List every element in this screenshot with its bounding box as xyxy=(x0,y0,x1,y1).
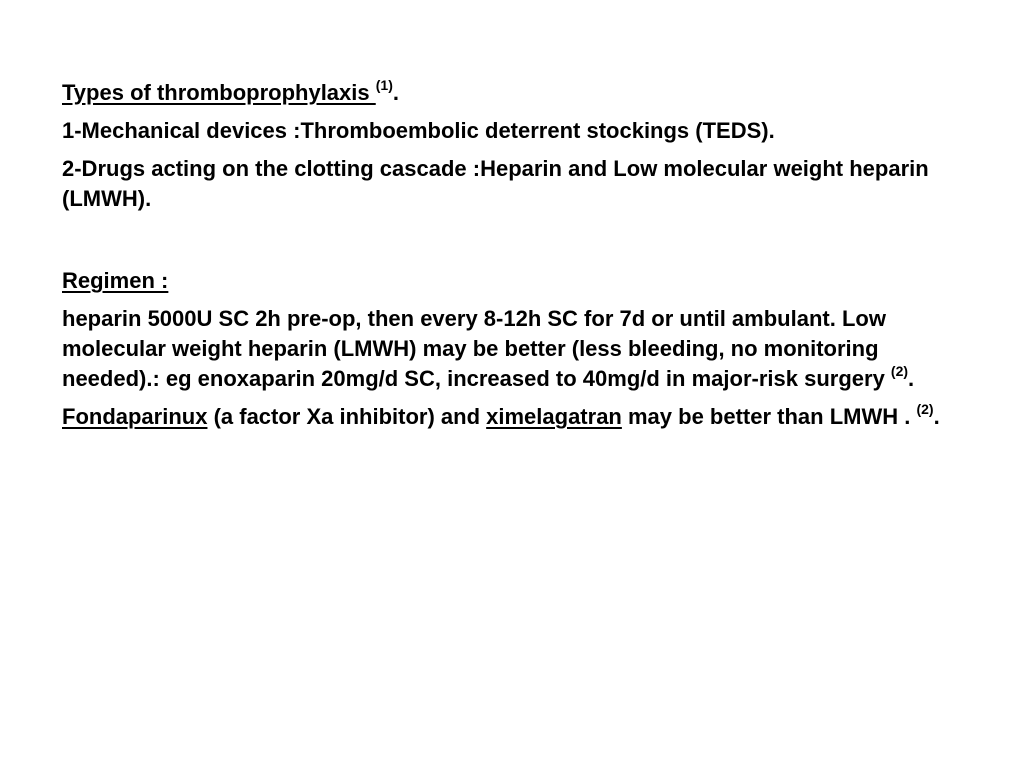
reference-2: (2) xyxy=(890,362,909,379)
regimen-paragraph xyxy=(62,304,964,394)
ximelagatran-term: ximelagatran xyxy=(486,404,622,429)
fondaparinux-period: . xyxy=(933,404,940,429)
mechanical-devices-item: 1-Mechanical devices :Thromboembolic deterrent stockings (TEDS). xyxy=(62,118,775,143)
types-heading-period: . xyxy=(392,80,399,105)
fondaparinux-middle: (a factor Xa inhibitor) and xyxy=(207,404,487,429)
fondaparinux-after: may be better than LMWH . xyxy=(621,404,917,429)
drugs-item: 2-Drugs acting on the clotting cascade :Heparin and Low molecular weight heparin (LMWH). xyxy=(62,156,929,211)
reference-2-second: (2) xyxy=(916,400,934,417)
regimen-heading xyxy=(62,266,964,296)
types-heading-line xyxy=(62,78,964,108)
types-heading: Types of thromboprophylaxis xyxy=(62,80,376,105)
fondaparinux-paragraph xyxy=(62,402,964,432)
regimen-text: heparin 5000U SC 2h pre-op, then every 8-12h SC for 7d or until ambulant. Low molecular weight heparin (LMWH) may be better (less bleeding, no monitoring needed).: eg enoxaparin 20mg/d SC, increased to 40mg/d in major-risk surgery xyxy=(62,306,891,391)
reference-1: (1) xyxy=(375,76,393,93)
spacer xyxy=(62,222,964,266)
fondaparinux-term: Fondaparinux xyxy=(62,404,208,429)
regimen-period: . xyxy=(908,366,915,391)
regimen-heading-text: Regimen : xyxy=(62,268,169,293)
